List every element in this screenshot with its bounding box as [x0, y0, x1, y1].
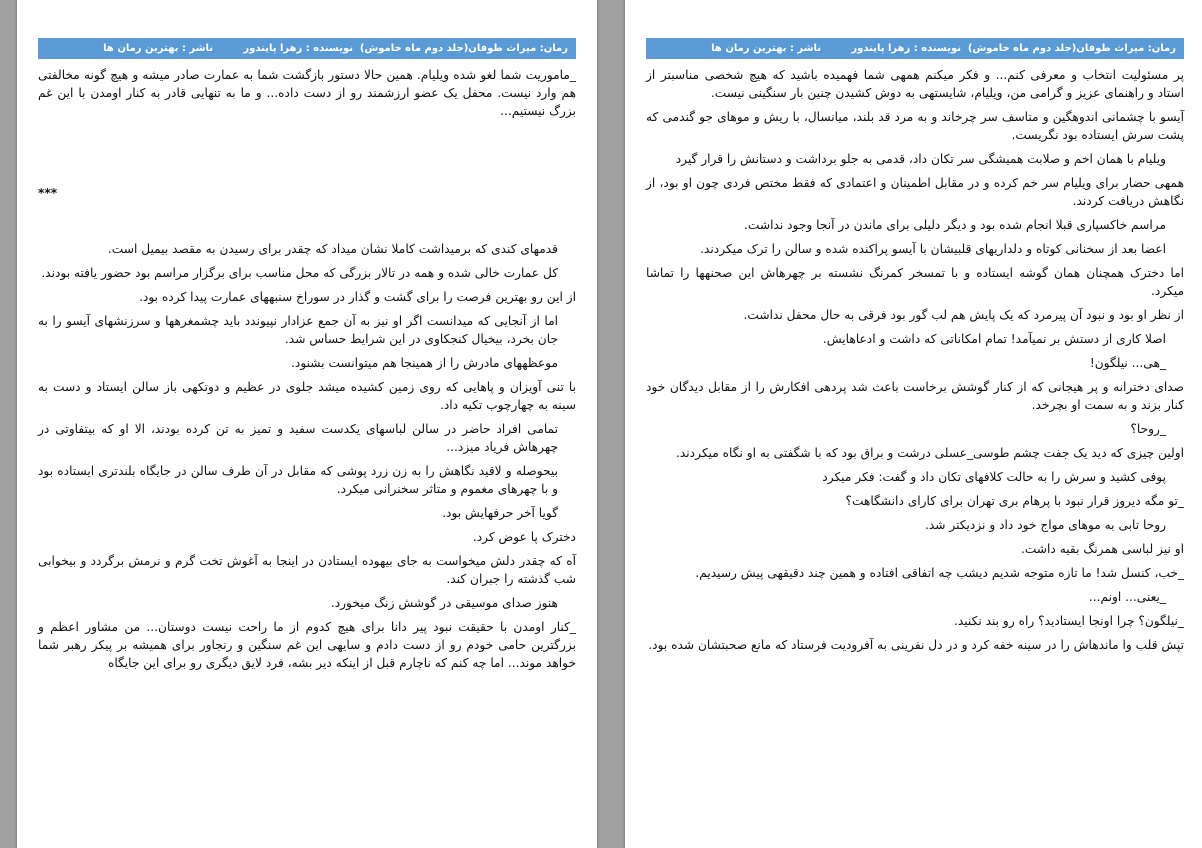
- paragraph: اولین چیزی که دید یک جفت چشم طوسی_عسلی درشت و براق بود که با شگفتی به او نگاه میکردند.: [676, 446, 1184, 460]
- paragraph: با تنی آویزان و پاهایی که روی زمین کشیده میشد جلوی در عظیم و دوتکهی باز سالن ایستاد و دست به سینه به چهارچوب تکیه داد.: [38, 380, 576, 412]
- paragraph: اعضا بعد از سخنانی کوتاه و دلداریهای قلبیشان با آیسو پراکنده شده و سالن را ترک میکردند.: [700, 242, 1166, 256]
- paragraph: اما دخترک همچنان همان گوشه ایستاده و با تمسخر کمرنگ نشسته بر چهرهاش این صحنهها را تماشا میکرد.: [646, 266, 1184, 298]
- paragraph: پر مسئولیت انتخاب و معرفی کنم... و فکر میکنم همهی شما فهمیده باشید که هیچ شخصی مناسبتر از استاد و راهنمای عزیز و گرامی من، ویلیام، شایستهی به دوش کشیدن چنین بار سنگینی نیست.: [646, 68, 1184, 100]
- header-novel-title: رمان: میراث طوفان(جلد دوم ماه خاموش): [359, 43, 568, 54]
- header-publisher: ناشر : بهترین رمان ها: [711, 43, 821, 54]
- paragraph: _کنار اومدن با حقیقت نبود پیر دانا برای هیچ کدوم از ما راحت نیست دوستان... من مشاور اعظم و بزرگترین حامی خودم رو از دست دادم و سایهی این غم سنگین و رنجاور برای همیشه بر پیکر رهبر شما خواهد موند... اما چه کنم که ناچارم قبل از اینکه دیر بشه، فرد لایق دیگری رو برای این جایگاه: [38, 620, 576, 670]
- paragraph: مراسم خاکسپاری قبلا انجام شده بود و دیگر دلیلی برای ماندن در آنجا وجود نداشت.: [744, 218, 1166, 232]
- paragraph: پوفی کشید و سرش را به حالت کلافهای تکان داد و گفت: فکر میکرد: [822, 470, 1166, 484]
- paragraph: تپش قلب وا ماندهاش را در سینه خفه کرد و در دل نفرینی به آفرودیت فرستاد که مانع صحبتشان شده بود.: [648, 638, 1184, 652]
- paragraph: _نیلگون؟ چرا اونجا ایستادید؟ راه رو بند نکنید.: [953, 614, 1184, 628]
- paragraph-group-bottom: [38, 240, 576, 672]
- document-page-right: [625, 0, 1202, 848]
- paragraph: آیسو با چشمانی اندوهگین و متاسف سر چرخاند و به مرد قد بلند، میانسال، با ریش و موهای جو گندمی که پشت سرش ایستاده بود نگریست.: [646, 110, 1184, 142]
- paragraph: صدای دخترانه و پر هیجانی که از کنار گوشش برخاست باعث شد پردهی افکارش را از مقابل دیدگان خود کنار بزند و به سمت او بچرخد.: [646, 380, 1184, 412]
- document-page-left: [17, 0, 597, 848]
- page-body: [38, 66, 576, 678]
- paragraph: بیحوصله و لاقید نگاهش را به زن زرد پوشی که مقابل در آن طرف سالن در جایگاه بلندتری ایستاده بود و با چهرهای مغموم و متاثر سخنرانی میکرد.: [38, 464, 558, 496]
- header-novel-title: رمان: میراث طوفان(جلد دوم ماه خاموش): [967, 43, 1176, 54]
- paragraph: دخترک پا عوض کرد.: [472, 530, 576, 544]
- section-separator: ***: [38, 186, 58, 200]
- paragraph: _یعنی... اونم...: [1088, 590, 1166, 604]
- paragraph: اصلا کاری از دستش بر نمیآمد! تمام امکاناتی که داشت و ادعاهایش.: [822, 332, 1166, 346]
- paragraph: او نیز لباسی همرنگ بقیه داشت.: [1020, 542, 1184, 556]
- paragraph: _خب، کنسل شد! ما تازه متوجه شدیم دیشب چه اتفاقی افتاده و همین چند دقیقهی پیش رسیدیم.: [695, 566, 1184, 580]
- paragraph-group: [646, 66, 1184, 654]
- paragraph: آه که چقدر دلش میخواست به جای بیهوده ایستادن در اینجا به آغوش تخت گرم و نرمش برگردد و بیخوابی شب گذشته را جبران کند.: [38, 554, 576, 586]
- paragraph: موعظههای مادرش را از همینجا هم میتوانست بشنود.: [291, 356, 558, 370]
- paragraph: _ماموریت شما لغو شده ویلیام. همین حالا دستور بازگشت شما به عمارت صادر میشه و هیچ گونه مخالفتی هم وارد نیست. محفل یک عضو ارزشمند رو از دست داده... و ما به تنهایی قادر به کنار اومدن با این غم بزرگ نیستیم...: [38, 68, 576, 118]
- paragraph: روحا تابی به موهای مواج خود داد و نزدیکتر شد.: [925, 518, 1166, 532]
- paragraph: کل عمارت خالی شده و همه در تالار بزرگی که محل مناسب برای برگزار مراسم بود حضور یافته بودند.: [41, 266, 558, 280]
- paragraph: _تو مگه دیروز قرار نبود با پرهام بری تهران برای کارای دانشگاهت؟: [845, 494, 1184, 508]
- paragraph: گویا آخر حرفهایش بود.: [442, 506, 558, 520]
- paragraph: از این رو بهترین فرصت را برای گشت و گذار در سوراخ سنبههای عمارت پیدا کرده بود.: [139, 290, 576, 304]
- paragraph: اما از آنجایی که میدانست اگر او نیز به آن جمع عزادار نپیوندد باید چشمغرهها و سرزنشهای آیسو را به جان بخرد، بیخیال کنجکاوی در این شرایط حساس شد.: [38, 314, 558, 346]
- header-author: نویسنده : زهرا پایندور: [851, 43, 961, 54]
- page-header: [38, 38, 576, 59]
- paragraph: هنوز صدای موسیقی در گوشش زنگ میخورد.: [330, 596, 558, 610]
- paragraph: از نظر او بود و نبود آن پیرمرد که یک پایش هم لب گور بود فرقی به حال محفل نداشت.: [743, 308, 1184, 322]
- paragraph-group-top: [38, 66, 576, 120]
- paragraph: _هی... نیلگون!: [1089, 356, 1166, 370]
- paragraph: همهی حضار برای ویلیام سر خم کرده و در مقابل اطمینان و اعتمادی که فقط مختص فردی چون او بود، از نگاهش دریافت کردند.: [646, 176, 1184, 208]
- page-body: [646, 66, 1184, 660]
- paragraph: تمامی افراد حاضر در سالن لباسهای یکدست سفید و تمیز به تن کرده بودند، الا او که بیتفاوتی در چهرهاش فریاد میزد...: [38, 422, 558, 454]
- paragraph: _روحا؟: [1130, 422, 1166, 436]
- header-author: نویسنده : زهرا پایندور: [243, 43, 353, 54]
- paragraph: قدمهای کندی که برمیداشت کاملا نشان میداد که چقدر برای رسیدن به مقصد بیمیل است.: [107, 242, 558, 256]
- header-publisher: ناشر : بهترین رمان ها: [103, 43, 213, 54]
- page-header: [646, 38, 1184, 59]
- paragraph: ویلیام با همان اخم و صلابت همیشگی سر تکان داد، قدمی به جلو برداشت و دستانش را قرار گیرد: [675, 152, 1166, 166]
